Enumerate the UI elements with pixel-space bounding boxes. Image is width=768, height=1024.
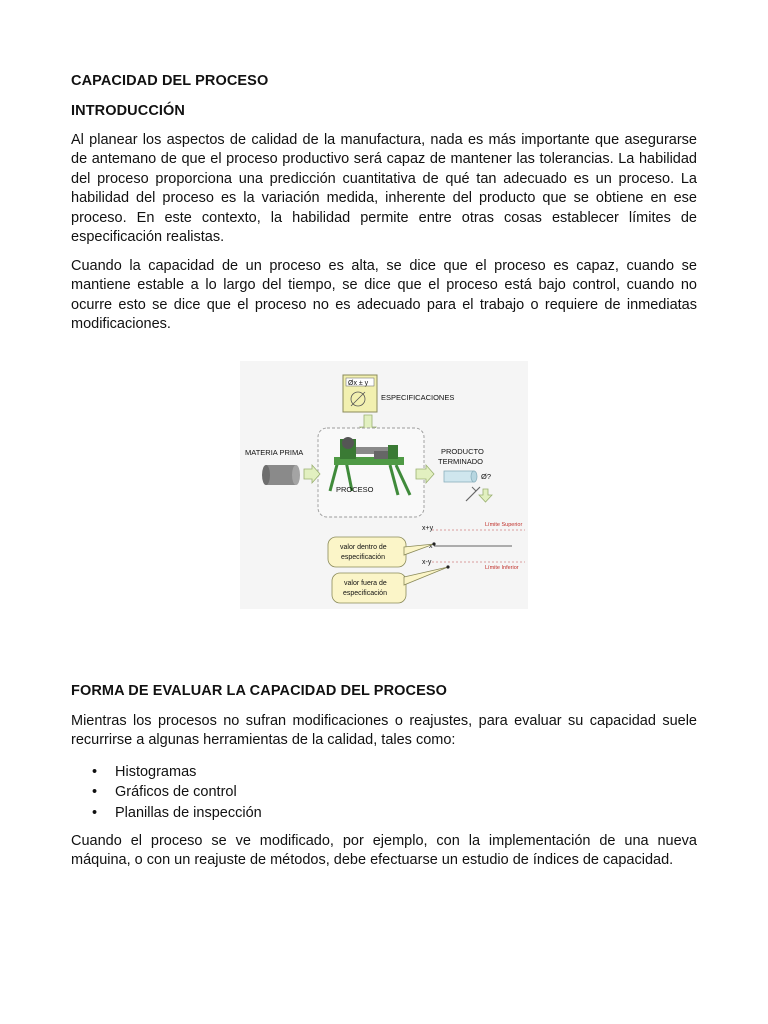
- in-spec-point: [432, 542, 435, 545]
- section-heading-forma-evaluar: FORMA DE EVALUAR LA CAPACIDAD DEL PROCESO: [71, 683, 448, 699]
- in-spec-label-line1: valor dentro de: [340, 544, 387, 551]
- out-spec-point: [446, 565, 449, 568]
- section-heading-introduccion: INTRODUCCIÓN: [71, 103, 185, 119]
- especificaciones-label: ESPECIFICACIONES: [381, 393, 455, 402]
- spec-card-label: Øx ± y: [348, 380, 369, 387]
- document-title: CAPACIDAD DEL PROCESO: [71, 73, 269, 89]
- diagram-canvas: [240, 361, 528, 609]
- measure-label: Ø?: [481, 472, 492, 481]
- in-spec-callout: [328, 537, 434, 567]
- proceso-label: PROCESO: [336, 485, 374, 494]
- bullet-icon: •: [92, 804, 98, 821]
- list-item: • Planillas de inspección: [71, 803, 262, 823]
- nominal-value-label: x: [429, 543, 433, 550]
- arrow-down-icon: [479, 489, 492, 502]
- bullet-icon: •: [92, 764, 98, 780]
- specification-card: [343, 375, 377, 412]
- producto-label: PRODUCTO: [441, 447, 484, 456]
- raw-material-cylinder-icon: [262, 465, 300, 485]
- in-spec-label-line2: especificación: [341, 554, 385, 561]
- closing-paragraph: Cuando el proceso se ve modificado, por ejemplo, con la implementación de una nueva máquina, o con un reajuste de métodos, debe efectuarse un estudio de índices de capacidad.: [71, 833, 697, 869]
- evaluation-intro-paragraph: Mientras los procesos no sufran modificaciones o reajustes, para evaluar su capacidad suele recurrirse a algunas herramientas de la calidad, tales como:: [71, 713, 697, 749]
- caliper-icon: [466, 487, 480, 501]
- lower-value-label: x-y: [422, 559, 432, 566]
- limite-superior-label: Límite Superior: [485, 522, 523, 528]
- bullet-icon: •: [92, 784, 98, 801]
- quality-tools-list: [71, 762, 262, 823]
- out-of-spec-callout: [332, 567, 448, 603]
- list-item: • Histogramas: [71, 762, 262, 782]
- upper-value-label: x+y: [422, 525, 434, 532]
- finished-product-cylinder-icon: [444, 471, 477, 482]
- out-spec-label-line2: especificación: [343, 590, 387, 597]
- process-capability-diagram: [240, 361, 528, 609]
- intro-paragraph-1: Al planear los aspectos de calidad de la manufactura, nada es más importante que asegurarse de antemano de que el proceso productivo será capaz de mantener las tolerancias. La habilidad del proceso proporciona una predicción cuantitativa de qué tan adecuado es un proceso. La habilidad del proceso es la variación medida, inherente del producto que se obtiene en ese proceso. En este contexto, la habilidad permite entre otras cosas establecer límites de especificación realistas.: [71, 132, 697, 246]
- limite-inferior-label: Límite Inferior: [485, 565, 519, 571]
- materia-prima-label: MATERIA PRIMA: [245, 448, 304, 457]
- terminado-label: TERMINADO: [438, 457, 483, 466]
- intro-paragraph-2: Cuando la capacidad de un proceso es alta, se dice que el proceso es capaz, cuando se mantiene estable a lo largo del tiempo, se dice que el proceso está bajo control, cuando no ocurre esto se dice que el proceso no es adecuado para el trabajo o requiere de inmediatas modificaciones.: [71, 258, 697, 333]
- out-spec-label-line1: valor fuera de: [344, 580, 387, 587]
- list-item: • Gráficos de control: [71, 782, 262, 802]
